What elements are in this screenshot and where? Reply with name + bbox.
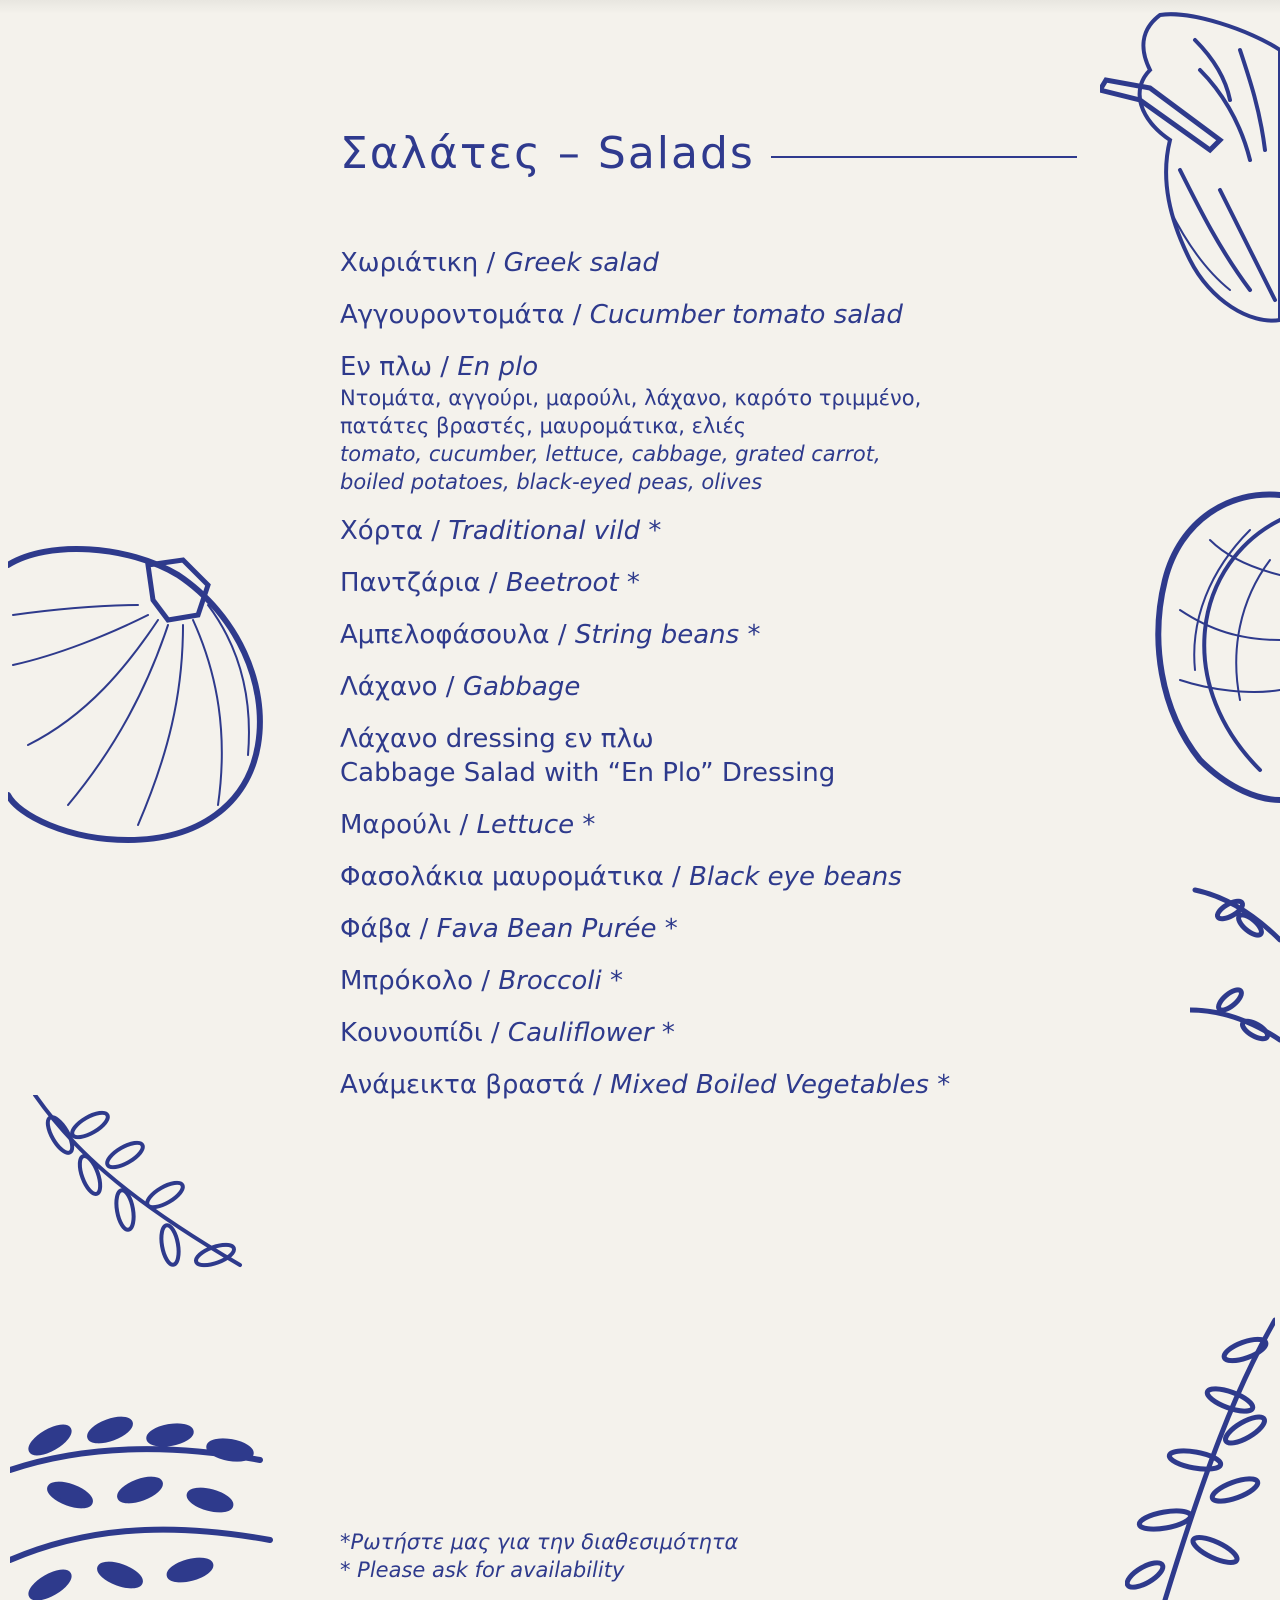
menu-item-name — [340, 808, 1040, 842]
menu-item-name — [340, 860, 1040, 894]
menu-item — [340, 350, 1040, 496]
item-name-greek: Μαρούλι / — [340, 810, 477, 840]
menu-item — [340, 1016, 1040, 1050]
item-name-english: Gabbage — [462, 672, 581, 702]
menu-item-name — [340, 1016, 1040, 1050]
item-description-english: boiled potatoes, black-eyed peas, olives — [340, 470, 763, 494]
menu-item-name — [340, 246, 1040, 280]
item-name-english: Mixed Boiled Vegetables — [610, 1070, 929, 1100]
menu-item — [340, 566, 1040, 600]
availability-asterisk: * — [640, 516, 662, 546]
menu-item — [340, 964, 1040, 998]
item-name-english: Cauliflower — [507, 1018, 654, 1048]
pepper-illustration-icon — [1100, 10, 1280, 330]
title-rule — [771, 156, 1077, 158]
herb-branch-icon — [1125, 1310, 1275, 1600]
item-name-english: Black eye beans — [689, 862, 902, 892]
menu-item-name — [340, 514, 1040, 548]
item-name-greek: Κουνουπίδι / — [340, 1018, 508, 1048]
availability-note-english: * Please ask for availability — [340, 1558, 625, 1582]
availability-note-greek: *Ρωτήστε μας για την διαθεσιμότητα — [340, 1530, 739, 1554]
herb-sprig-icon — [1190, 880, 1280, 1070]
menu-item — [340, 670, 1040, 704]
menu-item-name — [340, 566, 1040, 600]
item-name-english: Beetroot — [505, 568, 619, 598]
menu-item — [340, 298, 1040, 332]
availability-asterisk: * — [653, 1018, 675, 1048]
section-header — [340, 128, 1077, 179]
availability-asterisk: * — [928, 1070, 951, 1100]
menu-item — [340, 912, 1040, 946]
item-name-greek: Λάχανο dressing εν πλω — [340, 724, 654, 754]
item-name-english: Traditional vild — [448, 516, 641, 546]
menu-item — [340, 618, 1040, 652]
item-name-greek: Φάβα / — [340, 914, 437, 944]
item-name-english: Broccoli — [498, 966, 602, 996]
item-description-english: tomato, cucumber, lettuce, cabbage, grated carrot, — [340, 442, 881, 466]
menu-item-name — [340, 670, 1040, 704]
menu-item-name — [340, 350, 1040, 384]
olive-branch-icon — [30, 1095, 250, 1285]
availability-asterisk: * — [574, 810, 596, 840]
item-name-greek: Ανάμεικτα βραστά / — [340, 1070, 611, 1100]
cabbage-illustration-icon — [1150, 480, 1280, 810]
olive-cluster-icon — [10, 1410, 280, 1600]
availability-note — [340, 1528, 738, 1584]
item-name-english: Cabbage Salad with “En Plo” Dressing — [340, 758, 836, 788]
availability-asterisk: * — [601, 966, 623, 996]
item-name-greek: Χωριάτικη / — [340, 248, 504, 278]
item-name-english: Cucumber tomato salad — [589, 300, 903, 330]
item-name-english: En plo — [457, 352, 539, 382]
availability-asterisk: * — [739, 620, 761, 650]
menu-item-name — [340, 618, 1040, 652]
menu-item-name — [340, 1068, 1040, 1102]
menu-item-name — [340, 912, 1040, 946]
item-name-english: String beans — [574, 620, 740, 650]
item-name-greek: Αμπελοφάσουλα / — [340, 620, 575, 650]
menu-item — [340, 514, 1040, 548]
item-name-greek: Φασολάκια μαυρομάτικα / — [340, 862, 690, 892]
item-name-greek: Μπρόκολο / — [340, 966, 499, 996]
top-shadow — [0, 0, 1280, 14]
menu-item — [340, 808, 1040, 842]
salad-menu-list — [340, 246, 1040, 1102]
item-name-greek: Χόρτα / — [340, 516, 449, 546]
item-description-greek: Ντομάτα, αγγούρι, μαρούλι, λάχανο, καρότο τριμμένο, — [340, 386, 922, 410]
item-name-greek: Παντζάρια / — [340, 568, 506, 598]
menu-item — [340, 246, 1040, 280]
onion-illustration-icon — [8, 545, 268, 845]
item-name-greek: Εν πλω / — [340, 352, 458, 382]
availability-asterisk: * — [618, 568, 640, 598]
item-name-english: Lettuce — [476, 810, 575, 840]
menu-item-name — [340, 722, 1040, 756]
item-name-greek: Αγγουροντομάτα / — [340, 300, 590, 330]
section-title: Σαλάτες – Salads — [340, 128, 755, 179]
menu-item — [340, 860, 1040, 894]
menu-item-name — [340, 298, 1040, 332]
item-name-english: Fava Bean Purée — [436, 914, 657, 944]
menu-item — [340, 1068, 1040, 1102]
availability-asterisk: * — [656, 914, 678, 944]
menu-item — [340, 722, 1040, 790]
item-name-greek: Λάχανο / — [340, 672, 463, 702]
item-name-english: Greek salad — [503, 248, 659, 278]
item-description-greek: πατάτες βραστές, μαυρομάτικα, ελιές — [340, 414, 747, 438]
menu-item-name — [340, 964, 1040, 998]
